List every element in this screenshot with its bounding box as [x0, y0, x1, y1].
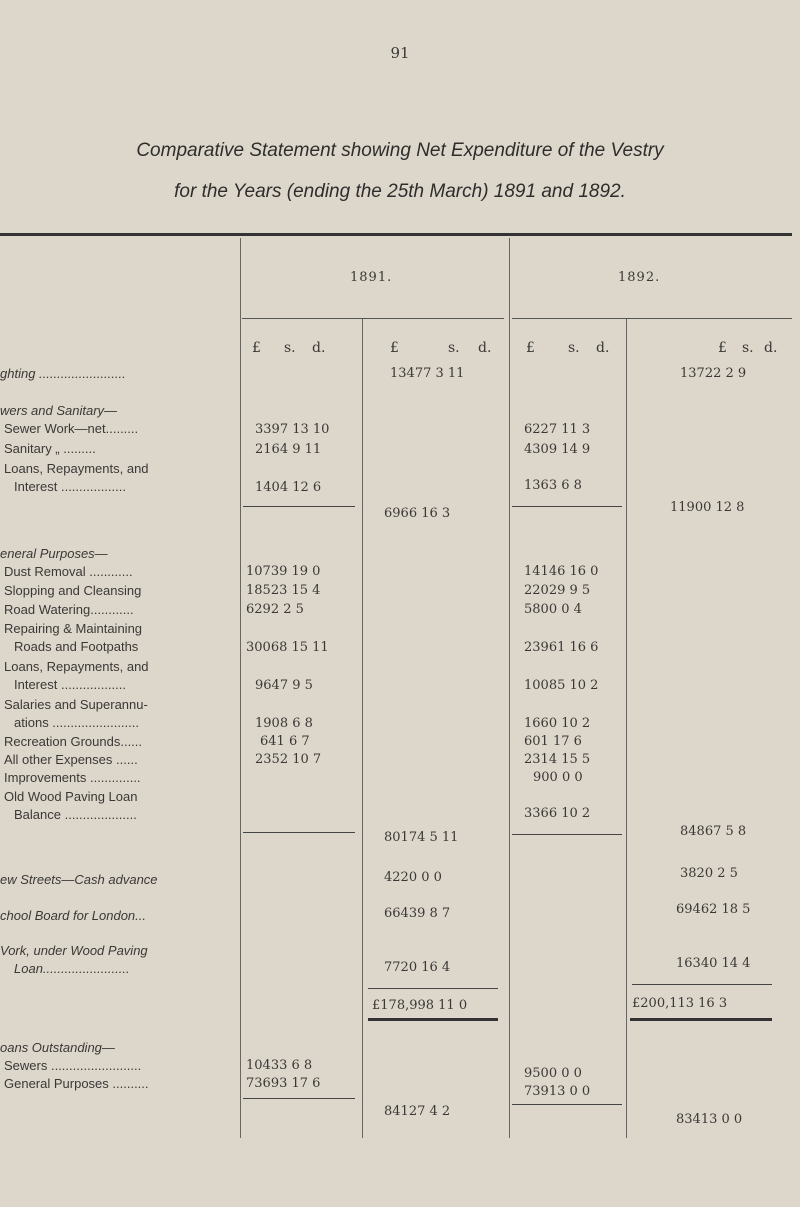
v1891-sewers-outstanding: 10433 6 8: [246, 1058, 313, 1073]
v1892-old-wood-paving: 3366 10 2: [524, 806, 591, 821]
column-divider: [626, 318, 627, 1138]
double-rule: [368, 1018, 498, 1021]
v1892-sewers-outstanding: 9500 0 0: [524, 1066, 582, 1081]
v1892-loans-interest: 1363 6 8: [524, 478, 582, 493]
row-label-loans: Loans, Repayments, and: [4, 659, 149, 674]
v1891-dust: 10739 19 0: [246, 564, 321, 579]
v1892-school-board: 69462 18 5: [676, 902, 751, 917]
row-label-interest: Interest ..................: [14, 479, 126, 494]
pound-header: £: [252, 340, 261, 356]
shilling-header: s.: [448, 340, 460, 356]
v1891-new-streets: 4220 0 0: [384, 870, 442, 885]
row-label-slopping: Slopping and Cleansing: [4, 583, 142, 598]
row-label-balance: Balance ....................: [14, 807, 137, 822]
v1892-road-watering: 5800 0 4: [524, 602, 582, 617]
v1891-recreation: 641 6 7: [260, 734, 310, 749]
v1892-grand-total: £200,113 16 3: [632, 996, 728, 1011]
v1892-general-total: 84867 5 8: [680, 824, 747, 839]
row-label-other-expenses: All other Expenses ......: [4, 752, 138, 767]
section-sewers-sanitary: wers and Sanitary—: [0, 403, 118, 418]
row-label-old-wood-paving: Old Wood Paving Loan: [4, 789, 138, 804]
subtotal-rule: [243, 1098, 355, 1099]
row-label-road-watering: Road Watering............: [4, 602, 134, 617]
row-label-sewers: Sewers .........................: [4, 1058, 142, 1073]
title-line-2: for the Years (ending the 25th March) 1891 and 1892.: [174, 181, 626, 202]
v1892-improvements: 900 0 0: [533, 770, 583, 785]
v1892-salaries: 1660 10 2: [524, 716, 591, 731]
v1892-new-streets: 3820 2 5: [680, 866, 738, 881]
column-divider: [509, 238, 510, 1138]
row-label-superannuations: ations ........................: [14, 715, 139, 730]
row-label-work-wood-paving: Vork, under Wood Paving: [0, 943, 148, 958]
v1892-slopping: 22029 9 5: [524, 583, 591, 598]
v1891-general-outstanding: 73693 17 6: [246, 1076, 321, 1091]
v1891-salaries: 1908 6 8: [255, 716, 313, 731]
year-1892-header: 1892.: [618, 270, 661, 285]
row-label-loan: Loan........................: [14, 961, 130, 976]
v1891-sewers-total: 6966 16 3: [384, 506, 451, 521]
section-loans-outstanding: oans Outstanding—: [0, 1040, 115, 1055]
row-label-recreation: Recreation Grounds......: [4, 734, 143, 749]
column-divider: [240, 238, 241, 1138]
row-label-school-board: chool Board for London...: [0, 908, 146, 923]
v1891-grand-total: £178,998 11 0: [372, 998, 468, 1013]
row-label-repairing: Repairing & Maintaining: [4, 621, 143, 636]
v1891-repairing: 30068 15 11: [246, 640, 329, 655]
v1891-loans-interest-gp: 9647 9 5: [255, 678, 313, 693]
page-number: 91: [390, 44, 410, 62]
column-divider: [362, 318, 363, 1138]
year-1891-header: 1891.: [350, 270, 393, 285]
subtotal-rule: [512, 506, 622, 507]
pound-header: £: [526, 340, 535, 356]
row-label-new-streets: ew Streets—Cash advance: [0, 872, 158, 887]
pound-header: £: [718, 340, 727, 356]
total-rule: [632, 984, 772, 985]
pence-header: d.: [478, 340, 492, 356]
title-line-1: Comparative Statement showing Net Expenditure of the Vestry: [136, 140, 664, 161]
shilling-header: s.: [284, 340, 296, 356]
row-label-lighting: ghting ........................: [0, 366, 126, 381]
v1892-sanitary: 4309 14 9: [524, 442, 591, 457]
v1891-outstanding-total: 84127 4 2: [384, 1104, 451, 1119]
section-general-purposes: eneral Purposes—: [0, 546, 108, 561]
v1891-other-expenses: 2352 10 7: [255, 752, 322, 767]
pence-header: d.: [312, 340, 326, 356]
v1891-road-watering: 6292 2 5: [246, 602, 304, 617]
row-label-dust: Dust Removal ............: [4, 564, 133, 579]
v1892-repairing: 23961 16 6: [524, 640, 599, 655]
v1891-loans-interest: 1404 12 6: [255, 480, 322, 495]
row-label-improvements: Improvements ..............: [4, 770, 141, 785]
v1892-loans-interest-gp: 10085 10 2: [524, 678, 599, 693]
row-label-sewer-work: Sewer Work—net.........: [4, 421, 139, 436]
subtotal-rule: [243, 506, 355, 507]
v1891-school-board: 66439 8 7: [384, 906, 451, 921]
subtotal-rule: [512, 834, 622, 835]
v1891-general-total: 80174 5 11: [384, 830, 459, 845]
subtotal-rule: [243, 832, 355, 833]
v1892-lighting: 13722 2 9: [680, 366, 747, 381]
row-label-roads-footpaths: Roads and Footpaths: [14, 639, 139, 654]
subtotal-rule: [512, 1104, 622, 1105]
v1892-sewers-total: 11900 12 8: [670, 500, 745, 515]
v1892-outstanding-total: 83413 0 0: [676, 1112, 743, 1127]
row-label-sanitary: Sanitary „ .........: [4, 441, 96, 456]
top-rule: [0, 233, 792, 236]
v1891-sewer-work: 3397 13 10: [255, 422, 330, 437]
v1892-sewer-work: 6227 11 3: [524, 422, 591, 437]
v1892-other-expenses: 2314 15 5: [524, 752, 591, 767]
v1891-sanitary: 2164 9 11: [255, 442, 322, 457]
v1891-slopping: 18523 15 4: [246, 583, 321, 598]
v1891-lighting: 13477 3 11: [390, 366, 465, 381]
row-label-general-purposes: General Purposes ..........: [4, 1076, 149, 1091]
header-rule: [512, 318, 792, 319]
row-label-loans: Loans, Repayments, and: [4, 461, 149, 476]
double-rule: [630, 1018, 772, 1021]
row-label-interest: Interest ..................: [14, 677, 126, 692]
shilling-header: s.: [568, 340, 580, 356]
shilling-header: s.: [742, 340, 754, 356]
pence-header: d.: [764, 340, 778, 356]
pence-header: d.: [596, 340, 610, 356]
v1892-dust: 14146 16 0: [524, 564, 599, 579]
total-rule: [368, 988, 498, 989]
v1892-recreation: 601 17 6: [524, 734, 582, 749]
v1892-work: 16340 14 4: [676, 956, 751, 971]
pound-header: £: [390, 340, 399, 356]
header-rule: [242, 318, 504, 319]
v1891-work: 7720 16 4: [384, 960, 451, 975]
row-label-salaries: Salaries and Superannu-: [4, 697, 148, 712]
v1892-general-outstanding: 73913 0 0: [524, 1084, 591, 1099]
